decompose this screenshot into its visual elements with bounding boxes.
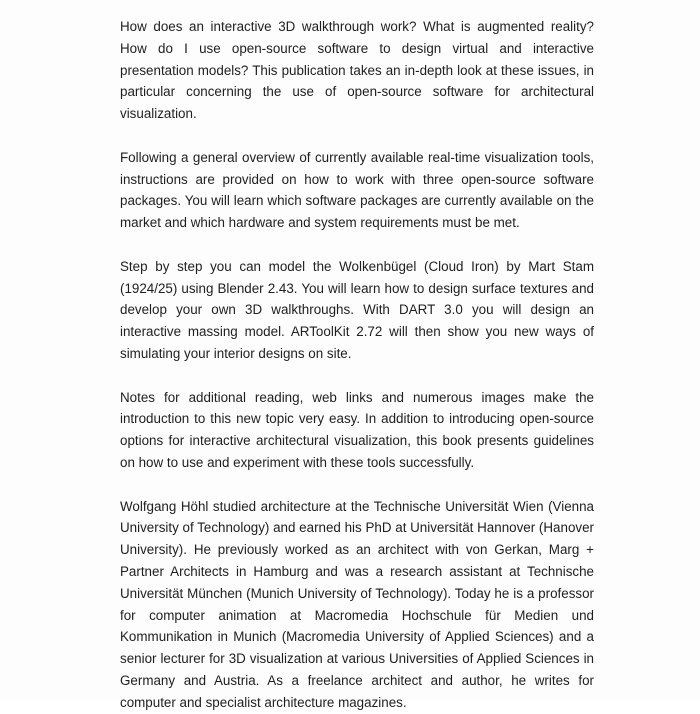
paragraph-reading-notes: Notes for additional reading, web links and numerous images make the introduction to this new topic very easy. In addition to introducing open-source options for interactive architectural visualization, this book presents guidelines on how to use and experiment with these tools successfully. [120,389,594,470]
paragraph-step-by-step: Step by step you can model the Wolkenbügel (Cloud Iron) by Mart Stam (1924/25) using Blender 2.43. You will learn how to design surface textures and develop your own 3D walkthroughs. With DART 3.0 you will design an interactive massing model. ARToolKit 2.72 will then show you new ways of simulating your interior designs on site. [120,258,594,361]
book-blurb-text [120,16,594,714]
paragraph-tools-overview: Following a general overview of currently available real-time visualization tools, instructions are provided on how to work with three open-source software packages. You will learn which software packages are currently available on the market and which hardware and system requirements must be met. [120,149,594,231]
paragraph-intro-questions: How does an interactive 3D walkthrough work? What is augmented reality? How do I use open-source software to design virtual and interactive presentation models? This publication takes an in-depth look at these issues, in particular concerning the use of open-source software for architectural visualization. [120,19,594,122]
paragraph-author-bio: Wolfgang Höhl studied architecture at the Technische Universität Wien (Vienna University of Technology) and earned his PhD at Universität Hannover (Hanover University). He previously worked as an architect with von Gerkan, Marg + Partner Architects in Hamburg and was a research assistant at Technische Universität München (Munich University of Technology). Today he is a professor for computer animation at Macromedia Hochschule für Medien und Kommunikation in Munich (Macromedia University of Applied Sciences) and a senior lecturer for 3D visualization at various Universities of Applied Sciences in Germany and Austria. As a freelance architect and author, he writes for computer and specialist architecture magazines. [120,498,594,710]
